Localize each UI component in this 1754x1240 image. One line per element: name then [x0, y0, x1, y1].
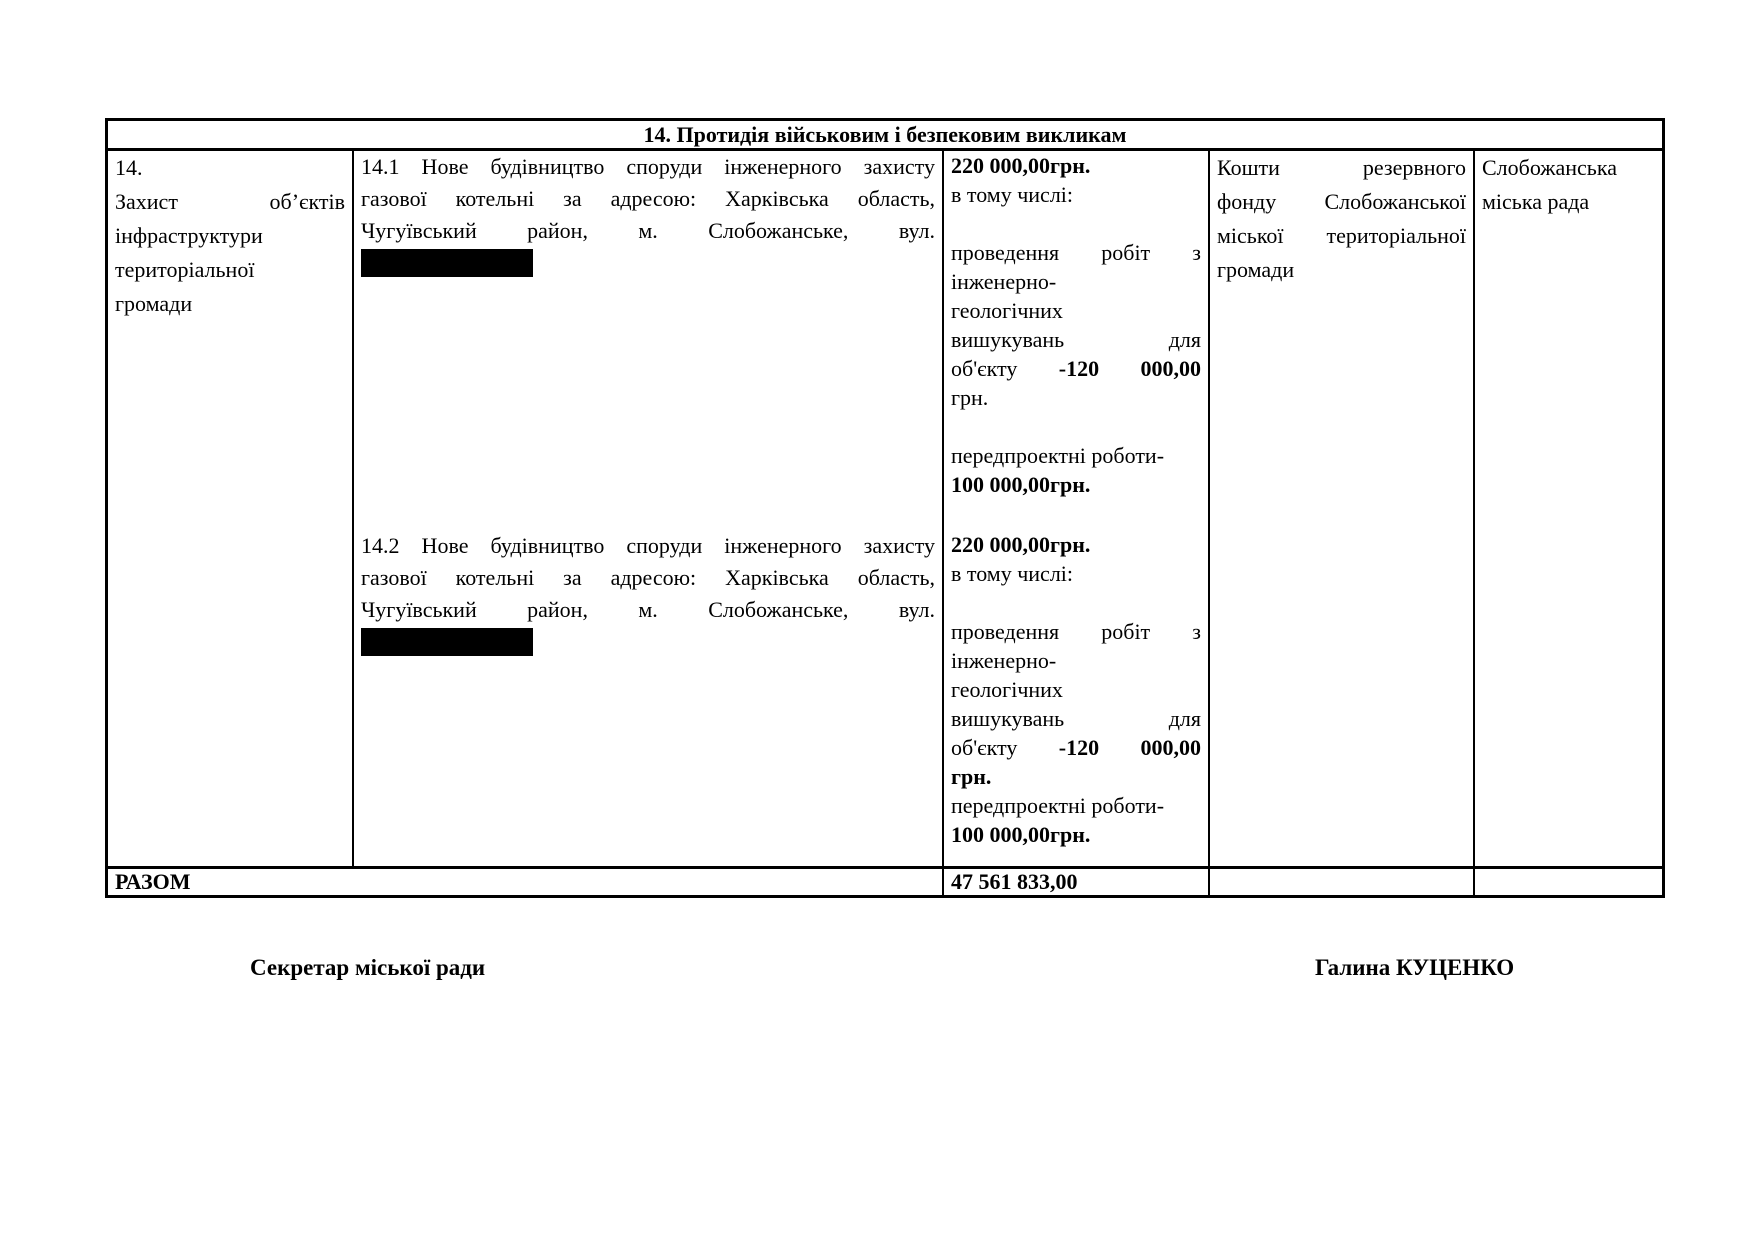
description-line: Чугуївський район, м. Слобожанське, вул. [361, 597, 935, 622]
amount-detail-line: інженерно- [951, 648, 1057, 673]
amount-detail-line: об'єкту -120 000,00 [951, 356, 1201, 381]
executor-line: Слобожанська [1482, 155, 1617, 180]
amount-unit: грн. [951, 764, 992, 789]
total-label-cell [108, 869, 944, 895]
amount-sub1 [951, 151, 1201, 499]
description-line: 14.1 Нове будівництво споруди інженерного захисту [361, 154, 935, 179]
activity-line: громади [115, 291, 193, 316]
amount-detail-line: вишукувань для [951, 706, 1201, 731]
amount-unit: грн. [951, 385, 989, 410]
funding-line: громади [1217, 257, 1295, 282]
activity-line: інфраструктури [115, 223, 263, 248]
funding-line: міської територіальної [1217, 223, 1466, 248]
executor-line: міська рада [1482, 189, 1590, 214]
cell-activity [108, 151, 354, 866]
funding-text [1217, 151, 1466, 287]
amount-detail-line: інженерно- [951, 269, 1057, 294]
amount-detail-line: вишукувань для [951, 327, 1201, 352]
redaction-box [361, 628, 533, 656]
amount-total: 220 000,00грн. [951, 153, 1091, 178]
activity-line: територіальної [115, 257, 255, 282]
total-label: РАЗОМ [115, 869, 191, 894]
amount-including-label: в тому числі: [951, 182, 1074, 207]
description-line: газової котельні за адресою: Харківська область, [361, 186, 935, 211]
signature-title: Секретар міської ради [250, 955, 486, 980]
section-header-row [108, 121, 1662, 151]
cell-executor [1475, 151, 1662, 866]
description-line: 14.2 Нове будівництво споруди інженерного захисту [361, 533, 935, 558]
amount-subtotal: 100 000,00грн. [951, 822, 1091, 847]
executor-text [1482, 151, 1655, 219]
activity-line: Захист об’єктів [115, 189, 345, 214]
signature-name: Галина КУЦЕНКО [1315, 955, 1515, 980]
total-amount-cell [944, 869, 1210, 895]
amount-detail-line: геологічних [951, 677, 1063, 702]
cell-funding-source [1210, 151, 1475, 866]
description-line: Чугуївський район, м. Слобожанське, вул. [361, 218, 935, 243]
total-row [108, 869, 1662, 895]
amount-detail-line: проведення робіт з [951, 240, 1201, 265]
description-sub2 [361, 530, 935, 656]
amount-detail-line: передпроектні роботи- [951, 793, 1165, 818]
activity-number: 14. [115, 155, 143, 180]
amount-including-label: в тому числі: [951, 561, 1074, 586]
cell-description [354, 151, 944, 866]
funding-line: Кошти резервного [1217, 155, 1466, 180]
item-row-14 [108, 151, 1662, 869]
amount-detail-line: передпроектні роботи- [951, 443, 1165, 468]
description-line: газової котельні за адресою: Харківська область, [361, 565, 935, 590]
funding-line: фонду Слобожанської [1217, 189, 1466, 214]
budget-table [105, 118, 1665, 898]
amount-detail-line: об'єкту -120 000,00 [951, 735, 1201, 760]
redaction-box [361, 249, 533, 277]
amount-detail-line: проведення робіт з [951, 619, 1201, 644]
total-executor-cell [1475, 869, 1662, 895]
section-title: 14. Протидія військовим і безпековим викликам [643, 122, 1127, 147]
amount-sub2 [951, 530, 1201, 849]
amount-detail-line: геологічних [951, 298, 1063, 323]
description-sub1 [361, 151, 935, 277]
cell-amount [944, 151, 1210, 866]
activity-text [115, 151, 345, 321]
total-funding-cell [1210, 869, 1475, 895]
amount-subtotal: 100 000,00грн. [951, 472, 1091, 497]
total-amount: 47 561 833,00 [951, 869, 1078, 894]
amount-total: 220 000,00грн. [951, 532, 1091, 557]
